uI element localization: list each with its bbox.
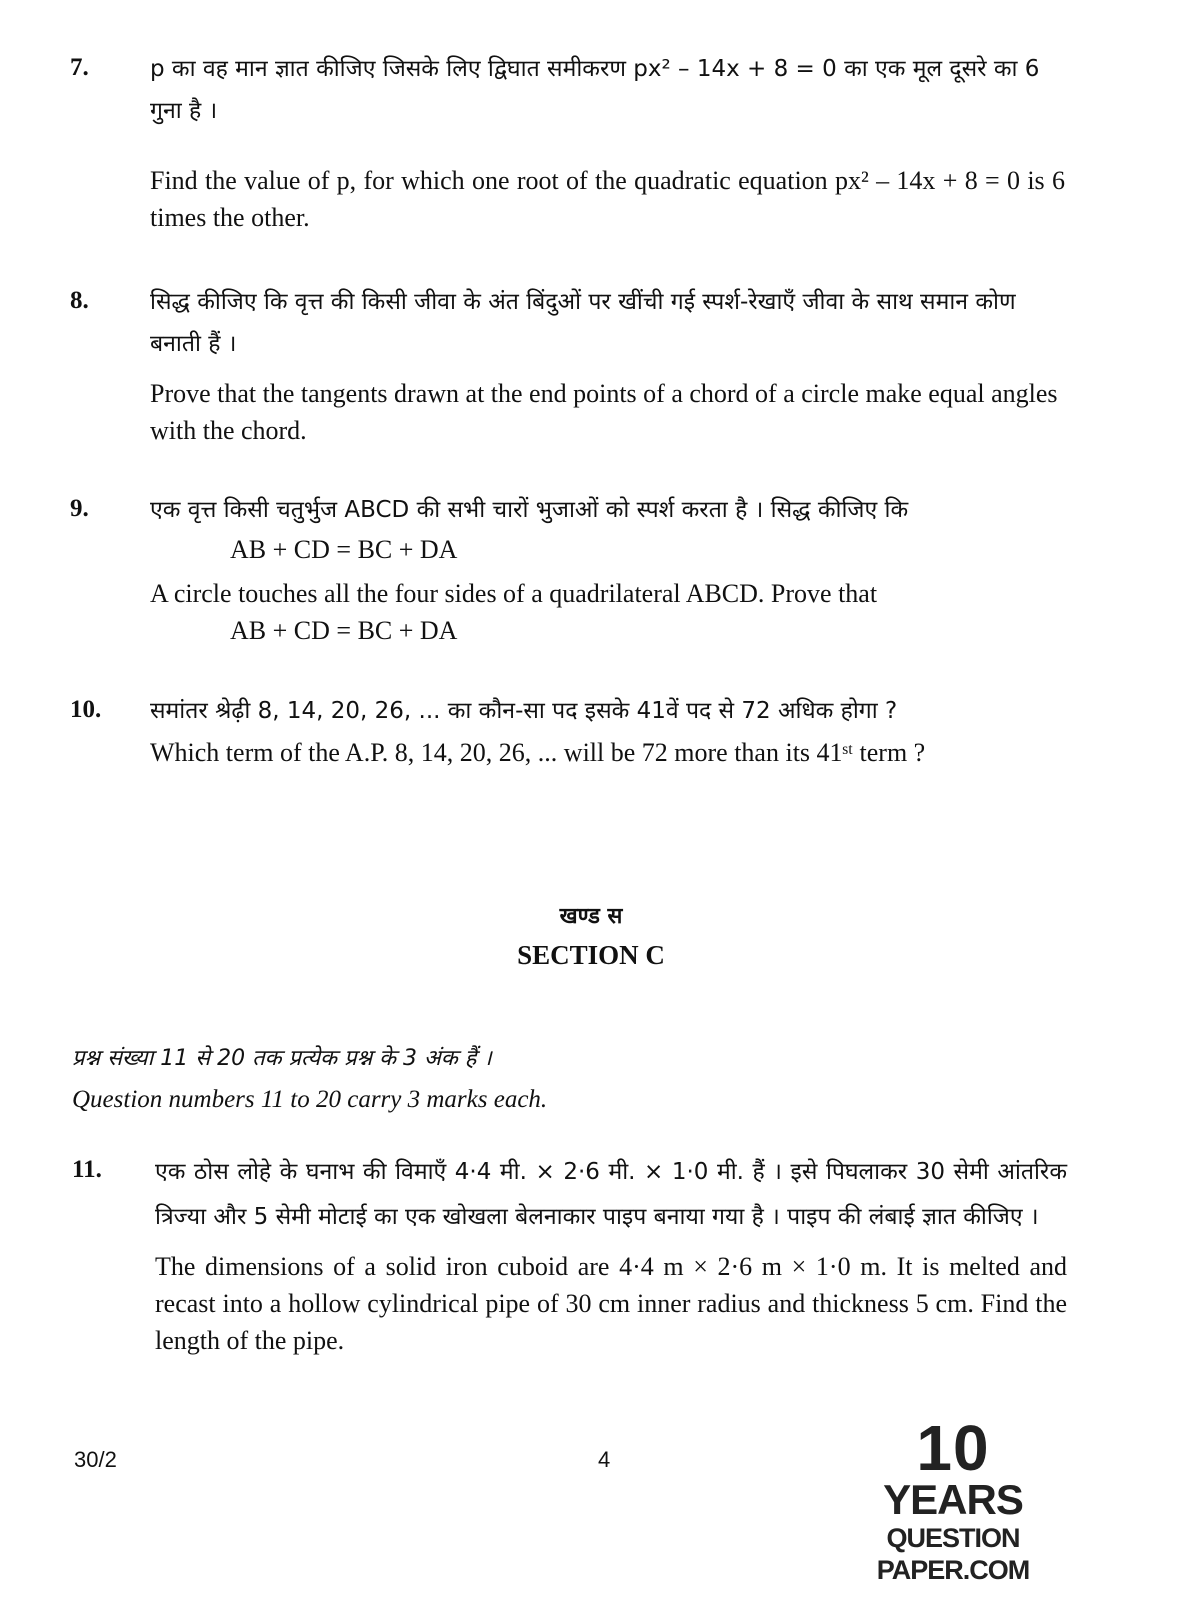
section-title-hindi: खण्ड स [559, 904, 623, 929]
question-number: 10. [70, 696, 102, 723]
question-text-english: The dimensions of a solid iron cuboid are 4·4 m × 2·6 m × 1·0 m. It is melted and recast into a hollow cylindrical pipe of 30 cm inner radius and thickness 5 cm. Find the length of the pipe. [155, 1252, 1067, 1355]
question-number: 7. [70, 54, 89, 81]
section-title-english: SECTION C [517, 940, 665, 970]
marks-note [72, 1038, 1072, 1120]
page-number: 4 [598, 1447, 611, 1472]
question-text-english: Which term of the A.P. 8, 14, 20, 26, ... will be 72 more than its 41ˢᵗ term ? [150, 738, 926, 767]
question-text-english: A circle touches all the four sides of a quadrilateral ABCD. Prove that [150, 579, 878, 608]
question-number: 9. [70, 495, 89, 522]
paper-code: 30/2 [74, 1447, 117, 1472]
watermark-line3: QUESTION PAPER.COM [876, 1523, 1030, 1585]
question-text-english: Find the value of p, for which one root of the quadratic equation px² – 14x + 8 = 0 is 6 times the other. [150, 166, 1065, 232]
watermark-line2: YEARS [883, 1476, 1023, 1523]
watermark-line1: 10 [916, 1412, 990, 1484]
question-number: 11. [72, 1156, 102, 1183]
watermark-logo [808, 1412, 1098, 1586]
marks-note-english: Question numbers 11 to 20 carry 3 marks each. [72, 1086, 548, 1113]
equation-english: AB + CD = BC + DA [230, 616, 458, 645]
marks-note-hindi: प्रश्न संख्या 11 से 20 तक प्रत्येक प्रश्न के 3 अंक हैं । [72, 1046, 492, 1071]
question-text-hindi: p का वह मान ज्ञात कीजिए जिसके लिए द्विघात समीकरण px² – 14x + 8 = 0 का एक मूल दूसरे का 6 गुना है । [150, 56, 1040, 124]
question-text-hindi: सिद्ध कीजिए कि वृत्त की किसी जीवा के अंत बिंदुओं पर खींची गई स्पर्श-रेखाएँ जीवा के साथ समान कोण बनाती हैं । [150, 289, 1016, 357]
question-text-hindi: समांतर श्रेढ़ी 8, 14, 20, 26, ... का कौन-सा पद इसके 41वें पद से 72 अधिक होगा ? [150, 698, 898, 724]
equation-hindi: AB + CD = BC + DA [230, 535, 458, 564]
question-text-english: Prove that the tangents drawn at the end points of a chord of a circle make equal angles with the chord. [150, 379, 1058, 445]
question-text-hindi: एक ठोस लोहे के घनाभ की विमाएँ 4·4 मी. × 2·6 मी. × 1·0 मी. हैं । इसे पिघलाकर 30 सेमी आंतरिक त्रिज्या और 5 सेमी मोटाई का एक खोखला बेलनाकार पाइप बनाया गया है । पाइप की लंबाई ज्ञात कीजिए । [155, 1159, 1067, 1230]
question-text-hindi: एक वृत्त किसी चतुर्भुज ABCD की सभी चारों भुजाओं को स्पर्श करता है । सिद्ध कीजिए कि [150, 497, 909, 523]
question-number: 8. [70, 287, 89, 314]
